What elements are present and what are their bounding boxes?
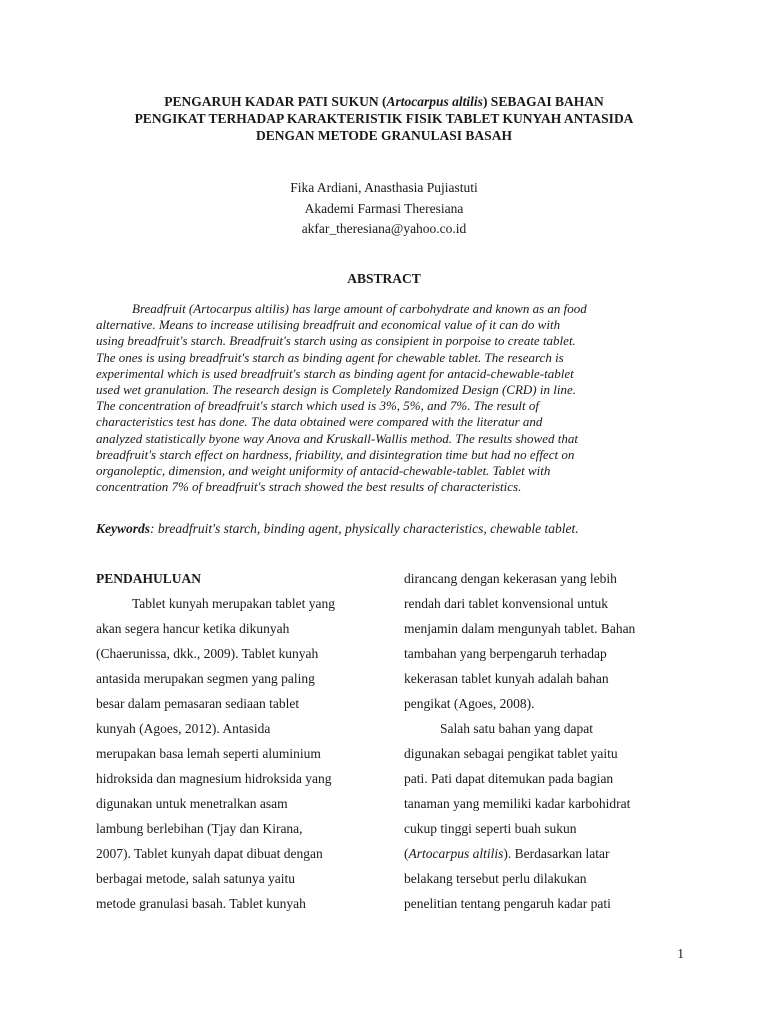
section-heading: PENDAHULUAN	[96, 571, 202, 586]
body-line: besar dalam pemasaran sediaan tablet	[96, 696, 300, 711]
body-line: 2007). Tablet kunyah dapat dibuat dengan	[96, 846, 323, 861]
title-text: PENGARUH KADAR PATI SUKUN (	[164, 94, 387, 109]
paper-title	[80, 93, 688, 144]
body-line: antasida merupakan segmen yang paling	[96, 671, 315, 686]
keywords-line	[96, 521, 680, 537]
abstract-line: The concentration of breadfruit's starch which used is 3%, 5%, and 7%. The result of	[96, 398, 539, 414]
body-line: kunyah (Agoes, 2012). Antasida	[96, 721, 271, 736]
body-line: tambahan yang berpengaruh terhadap	[404, 646, 607, 661]
author-email: akfar_theresiana@yahoo.co.id	[301, 221, 467, 236]
body-line: (Chaerunissa, dkk., 2009). Tablet kunyah	[96, 646, 319, 661]
author-block	[80, 178, 688, 240]
body-line-species: (Artocarpus altilis). Berdasarkan latar	[404, 846, 610, 861]
body-line: digunakan sebagai pengikat tablet yaitu	[404, 746, 618, 761]
body-line: Tablet kunyah merupakan tablet yang	[132, 596, 335, 611]
abstract-heading: ABSTRACT	[347, 271, 421, 286]
abstract-line: organoleptic, dimension, and weight uniformity of antacid-chewable-tablet. Tablet with	[96, 463, 551, 479]
body-line: lambung berlebihan (Tjay dan Kirana,	[96, 821, 303, 836]
abstract-line: The ones is using breadfruit's starch as binding agent for chewable tablet. The research is	[96, 349, 564, 365]
title-species-name: Artocarpus altilis	[386, 94, 483, 109]
abstract-line: experimental which is used breadfruit's starch as binding agent for antacid-chewable-tablet	[96, 365, 574, 381]
abstract-line: using breadfruit's starch. Breadfruit's starch using as consipient in porpoise to create tablet.	[96, 333, 576, 349]
page-number: 1	[677, 946, 684, 961]
body-line: rendah dari tablet konvensional untuk	[404, 596, 608, 611]
body-line: dirancang dengan kekerasan yang lebih	[404, 571, 617, 586]
body-line: penelitian tentang pengaruh kadar pati	[404, 896, 611, 911]
body-line: akan segera hancur ketika dikunyah	[96, 621, 290, 636]
body-line: merupakan basa lemah seperti aluminium	[96, 746, 321, 761]
abstract-line: analyzed statistically byone way Anova and Kruskall-Wallis method. The results showed that	[96, 430, 578, 446]
abstract-line: Breadfruit (Artocarpus altilis) has large amount of carbohydrate and known as an food	[132, 301, 587, 316]
body-line: hidroksida dan magnesium hidroksida yang	[96, 771, 332, 786]
body-line: Salah satu bahan yang dapat	[440, 721, 593, 736]
keywords-text: : breadfruit's starch, binding agent, physically characteristics, chewable tablet.	[150, 521, 579, 536]
body-line: kekerasan tablet kunyah adalah bahan	[404, 671, 609, 686]
abstract-line: alternative. Means to increase utilising breadfruit and economical value of it can do with	[96, 317, 561, 333]
title-line-1	[80, 93, 688, 110]
abstract-line: breadfruit's starch effect on hardness, friability, and disintegration time but had no effect on	[96, 446, 575, 462]
body-column-right	[404, 566, 686, 916]
abstract-body	[96, 301, 680, 495]
title-line-3: DENGAN METODE GRANULASI BASAH	[256, 128, 512, 143]
abstract-line: characteristics test has done. The data obtained were compared with the literatur and	[96, 414, 543, 430]
body-line: pati. Pati dapat ditemukan pada bagian	[404, 771, 614, 786]
species-name: Artocarpus altilis	[408, 846, 504, 861]
title-line-2: PENGIKAT TERHADAP KARAKTERISTIK FISIK TABLET KUNYAH ANTASIDA	[134, 111, 634, 126]
body-column-left	[96, 566, 378, 916]
author-affiliation: Akademi Farmasi Theresiana	[304, 200, 464, 216]
abstract-line: concentration 7% of breadfruit's strach showed the best results of characteristics.	[96, 479, 522, 495]
abstract-line: used wet granulation. The research design is Completely Randomized Design (CRD) in line.	[96, 382, 576, 398]
body-text: ). Berdasarkan latar	[503, 846, 610, 861]
body-line: digunakan untuk menetralkan asam	[96, 796, 288, 811]
body-line: tanaman yang memiliki kadar karbohidrat	[404, 796, 631, 811]
keywords-label: Keywords	[96, 521, 150, 536]
body-line: pengikat (Agoes, 2008).	[404, 696, 535, 711]
title-text: ) SEBAGAI BAHAN	[482, 94, 604, 109]
body-line: cukup tinggi seperti buah sukun	[404, 821, 577, 836]
body-line: berbagai metode, salah satunya yaitu	[96, 871, 296, 886]
body-line: belakang tersebut perlu dilakukan	[404, 871, 587, 886]
body-line: metode granulasi basah. Tablet kunyah	[96, 896, 306, 911]
body-line: menjamin dalam mengunyah tablet. Bahan	[404, 621, 636, 636]
author-names: Fika Ardiani, Anasthasia Pujiastuti	[290, 180, 478, 195]
